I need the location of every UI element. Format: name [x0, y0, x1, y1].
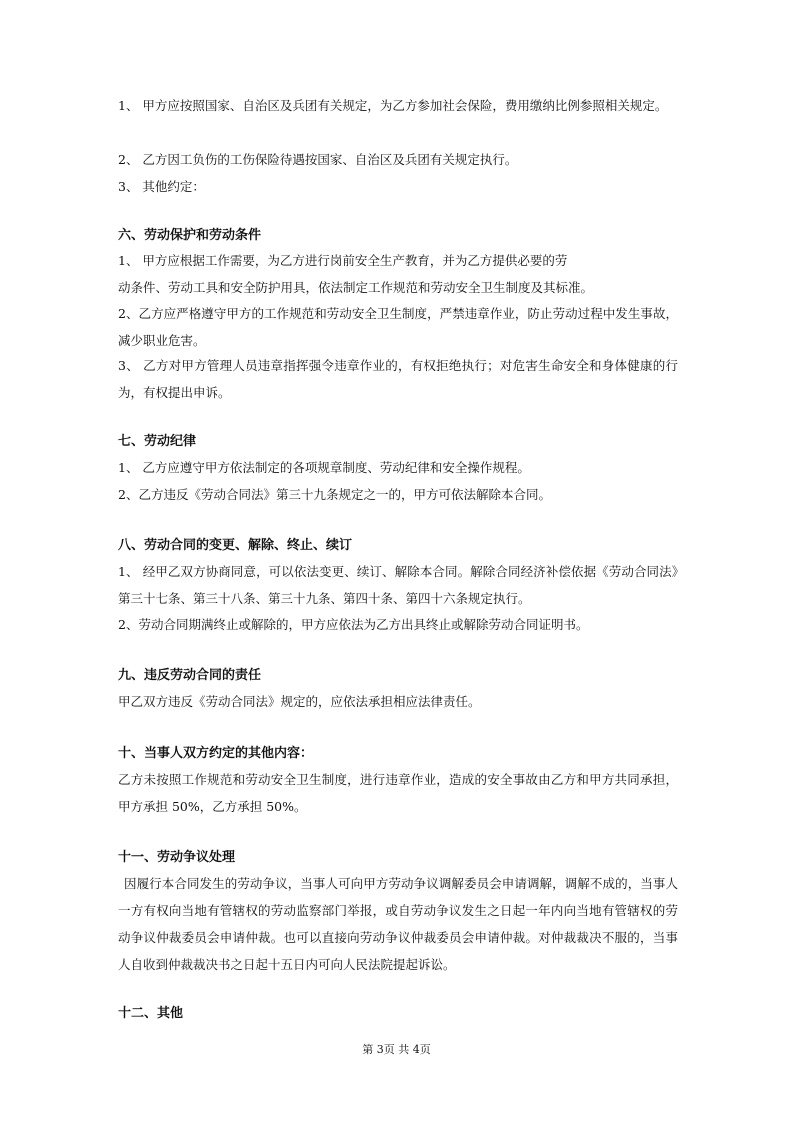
section7-heading: 七、劳动纪律	[118, 434, 197, 449]
section5-item-1: 1、 甲方应按照国家、自治区及兵团有关规定，为乙方参加社会保险，费用缴纳比例参照相关规定。	[118, 98, 668, 113]
page-number: 第 3页 共 4页	[362, 1043, 431, 1056]
section6-item-1-cont: 动条件、劳动工具和安全防护用具，依法制定工作规范和劳动安全卫生制度及其标准。	[118, 280, 594, 295]
section6-heading: 六、劳动保护和劳动条件	[118, 228, 262, 243]
section12-heading: 十二、其他	[118, 1006, 184, 1021]
section11-item-1: 因履行本合同发生的劳动争议，当事人可向甲方劳动争议调解委员会申请调解，调解不成的，当事人一方有权向当地有管辖权的劳动监察部门举报，或自劳动争议发生之日起一年内向当地有管辖权的劳动争议仲裁委员会申请仲裁。也可以直接向劳动争议仲裁委员会申请仲裁。对仲裁裁决不服的，当事人自收到仲裁裁决书之日起十五日内可向人民法院提起诉讼。	[118, 876, 678, 972]
section8-item-1: 1、 经甲乙双方协商同意，可以依法变更、续订、解除本合同。解除合同经济补偿依据《劳动合同法》第三十七条、第三十八条、第三十九条、第四十条、第四十六条规定执行。	[118, 564, 678, 606]
section6-item-1: 1、 甲方应根据工作需要，为乙方进行岗前安全生产教育，并为乙方提供必要的劳	[118, 253, 568, 268]
section5-item-3: 3、 其他约定：	[118, 179, 205, 194]
section9-item-1: 甲乙双方违反《劳动合同法》规定的，应依法承担相应法律责任。	[118, 694, 481, 709]
section6-item-3: 3、 乙方对甲方管理人员违章指挥强令违章作业的，有权拒绝执行；对危害生命安全和身体健康的行为，有权提出申诉。	[118, 358, 678, 400]
section11-heading: 十一、劳动争议处理	[118, 850, 236, 865]
section8-item-2: 2、劳动合同期满终止或解除的，甲方应依法为乙方出具终止或解除劳动合同证明书。	[118, 617, 589, 632]
section6-item-2: 2、乙方应严格遵守甲方的工作规范和劳动安全卫生制度，严禁违章作业，防止劳动过程中发生事故，减少职业危害。	[118, 306, 678, 348]
section10-heading: 十、当事人双方约定的其他内容：	[118, 746, 314, 761]
section7-item-2: 2、乙方违反《劳动合同法》第三十九条规定之一的，甲方可依法解除本合同。	[118, 487, 551, 502]
section5-item-2: 2、 乙方因工负伤的工伤保险待遇按国家、自治区及兵团有关规定执行。	[118, 152, 518, 167]
section10-item-1: 乙方未按照工作规范和劳动安全卫生制度，进行违章作业，造成的安全事故由乙方和甲方共同承担，甲方承担 50%，乙方承担 50%。	[118, 772, 678, 814]
section7-item-1: 1、 乙方应遵守甲方依法制定的各项规章制度、劳动纪律和安全操作规程。	[118, 460, 530, 475]
section9-heading: 九、违反劳动合同的责任	[118, 668, 262, 683]
section8-heading: 八、劳动合同的变更、解除、终止、续订	[118, 538, 353, 553]
